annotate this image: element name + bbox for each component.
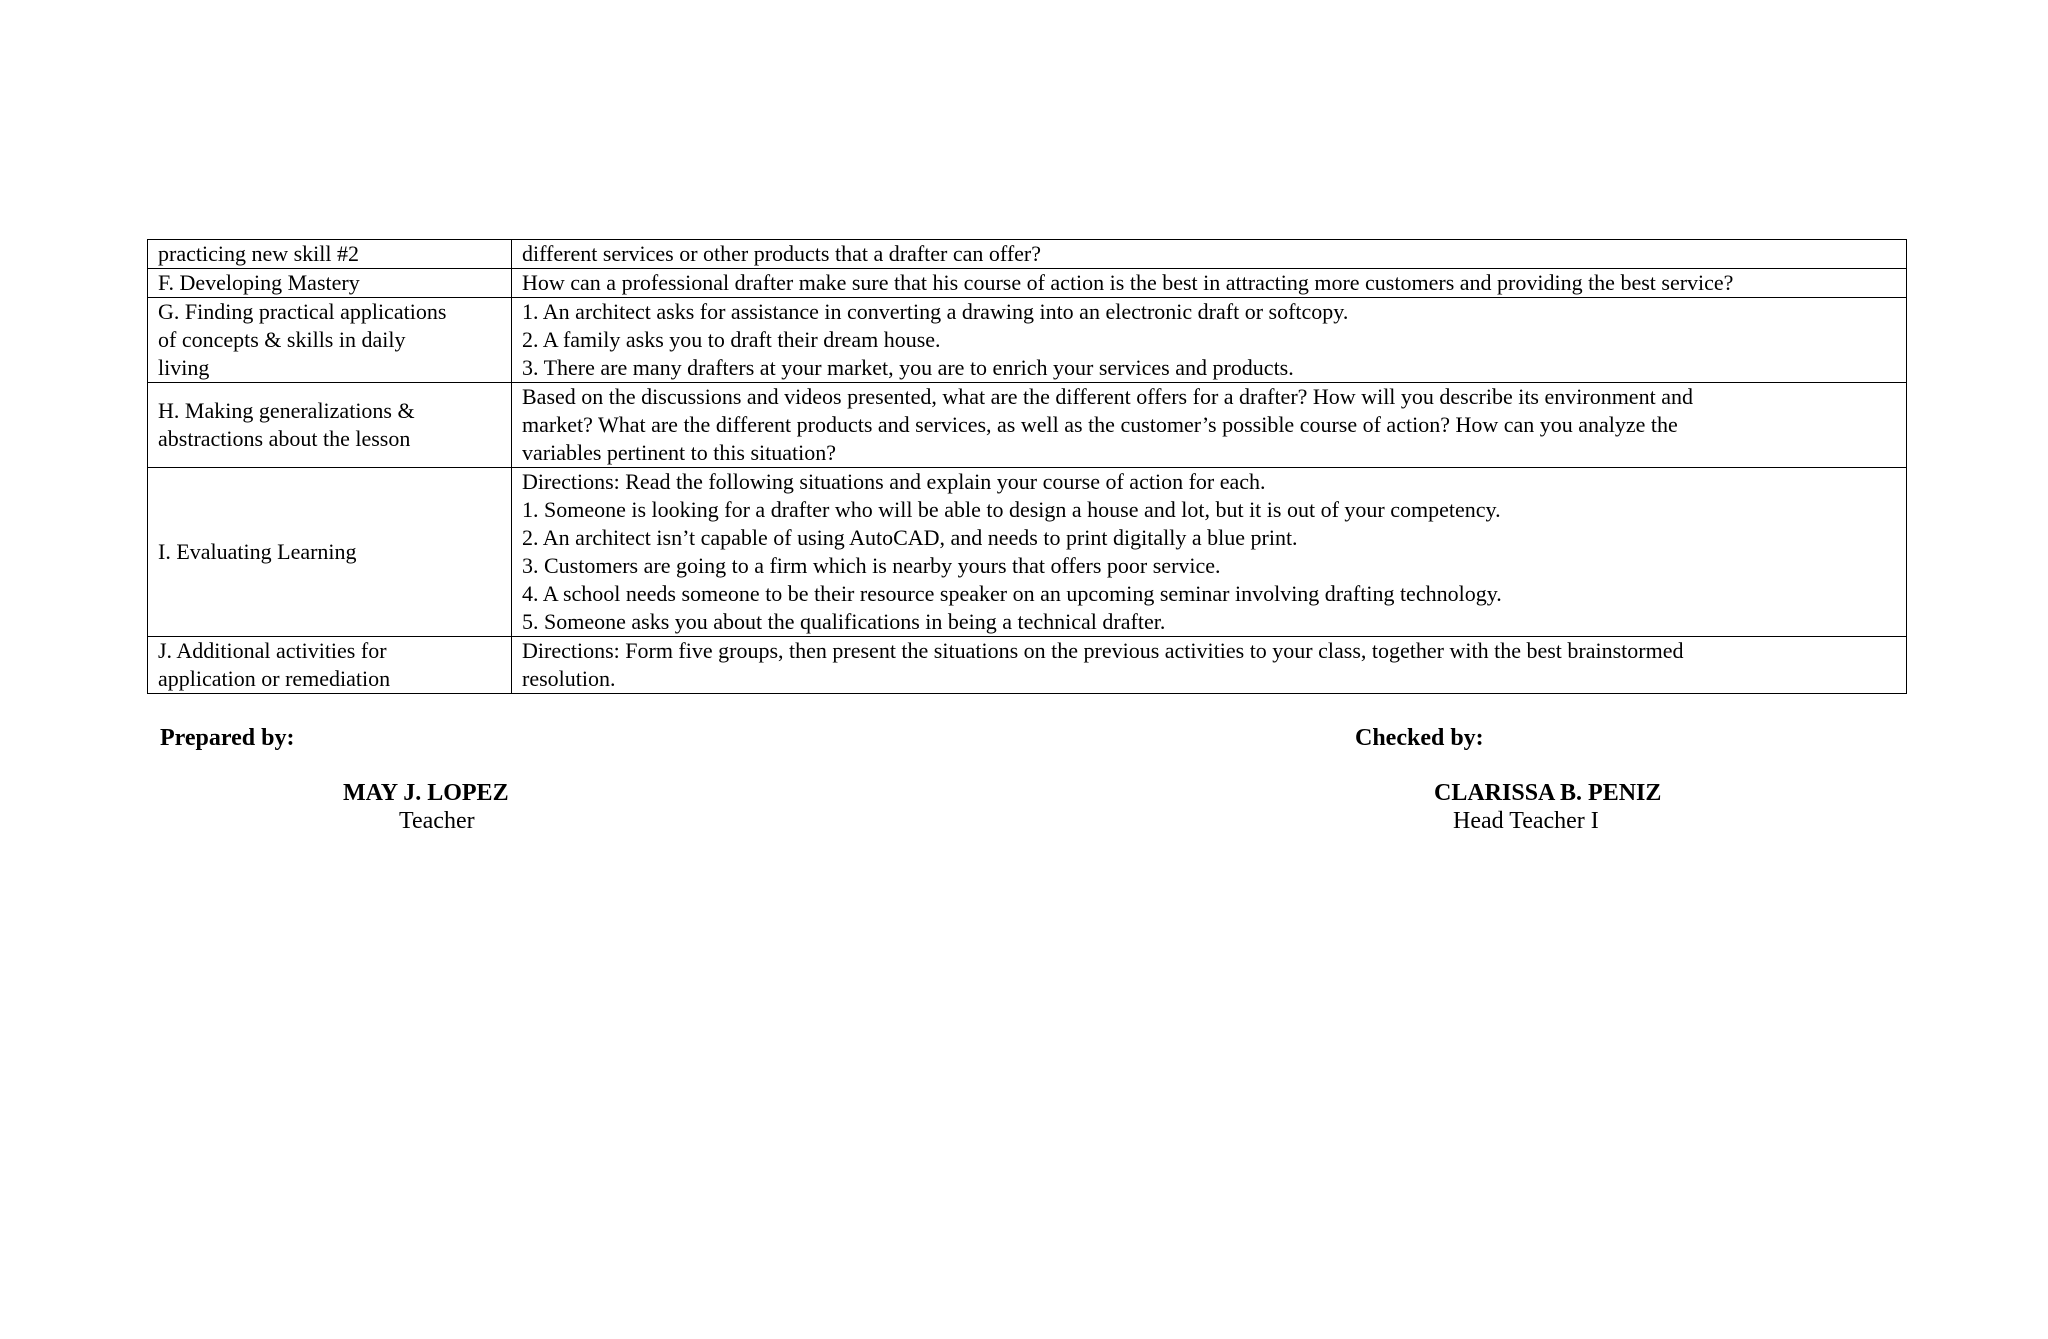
content-line: variables pertinent to this situation? [522,440,837,465]
row-label [148,637,512,694]
row-content [512,637,1907,694]
content-line: 1. An architect asks for assistance in converting a drawing into an electronic draft or softcopy. [522,299,1349,324]
label-line: living [158,355,210,380]
label-line: H. Making generalizations & [158,398,415,423]
label-line: G. Finding practical applications [158,299,447,324]
row-label [148,269,512,298]
row-label [148,468,512,637]
content-line: 5. Someone asks you about the qualifications in being a technical drafter. [522,609,1166,634]
content-line: Directions: Form five groups, then present the situations on the previous activities to your class, together with the best brainstormed [522,638,1684,663]
content-line: 2. An architect isn’t capable of using AutoCAD, and needs to print digitally a blue print. [522,525,1298,550]
row-label [148,298,512,383]
table-row-additional-activities [148,637,1907,694]
checked-by-label: Checked by: [1355,725,1484,751]
content-line: different services or other products that a drafter can offer? [522,241,1041,266]
prepared-by-label: Prepared by: [160,725,295,751]
content-line: resolution. [522,666,616,691]
label-line: of concepts & skills in daily [158,327,406,352]
row-label [148,383,512,468]
row-content [512,298,1907,383]
row-content [512,240,1907,269]
table-row-developing-mastery [148,269,1907,298]
content-line: 3. There are many drafters at your market, you are to enrich your services and products. [522,355,1294,380]
content-line: 3. Customers are going to a firm which is nearby yours that offers poor service. [522,553,1221,578]
label-line: F. Developing Mastery [158,270,360,295]
label-line: I. Evaluating Learning [158,539,357,564]
label-line: practicing new skill #2 [158,241,360,266]
row-content [512,468,1907,637]
content-line: Directions: Read the following situations and explain your course of action for each. [522,469,1266,494]
table-row-generalizations [148,383,1907,468]
content-line: market? What are the different products and services, as well as the customer’s possible course of action? How can you analyze the [522,412,1678,437]
prepared-by-name: MAY J. LOPEZ [343,780,509,806]
checked-by-name: CLARISSA B. PENIZ [1434,780,1662,806]
table-row-practicing-skill [148,240,1907,269]
label-line: application or remediation [158,666,391,691]
label-line: abstractions about the lesson [158,426,411,451]
row-label [148,240,512,269]
content-line: How can a professional drafter make sure that his course of action is the best in attracting more customers and providing the best service? [522,270,1734,295]
table-row-practical-applications [148,298,1907,383]
row-content [512,269,1907,298]
row-content [512,383,1907,468]
content-line: Based on the discussions and videos presented, what are the different offers for a drafter? How will you describe its environment and [522,384,1693,409]
prepared-by-title: Teacher [399,808,475,834]
content-line: 4. A school needs someone to be their resource speaker on an upcoming seminar involving drafting technology. [522,581,1502,606]
table-row-evaluating-learning [148,468,1907,637]
lesson-plan-table [147,239,1907,694]
label-line: J. Additional activities for [158,638,387,663]
checked-by-title: Head Teacher I [1453,808,1599,834]
content-line: 1. Someone is looking for a drafter who will be able to design a house and lot, but it is out of your competency. [522,497,1501,522]
content-line: 2. A family asks you to draft their dream house. [522,327,941,352]
